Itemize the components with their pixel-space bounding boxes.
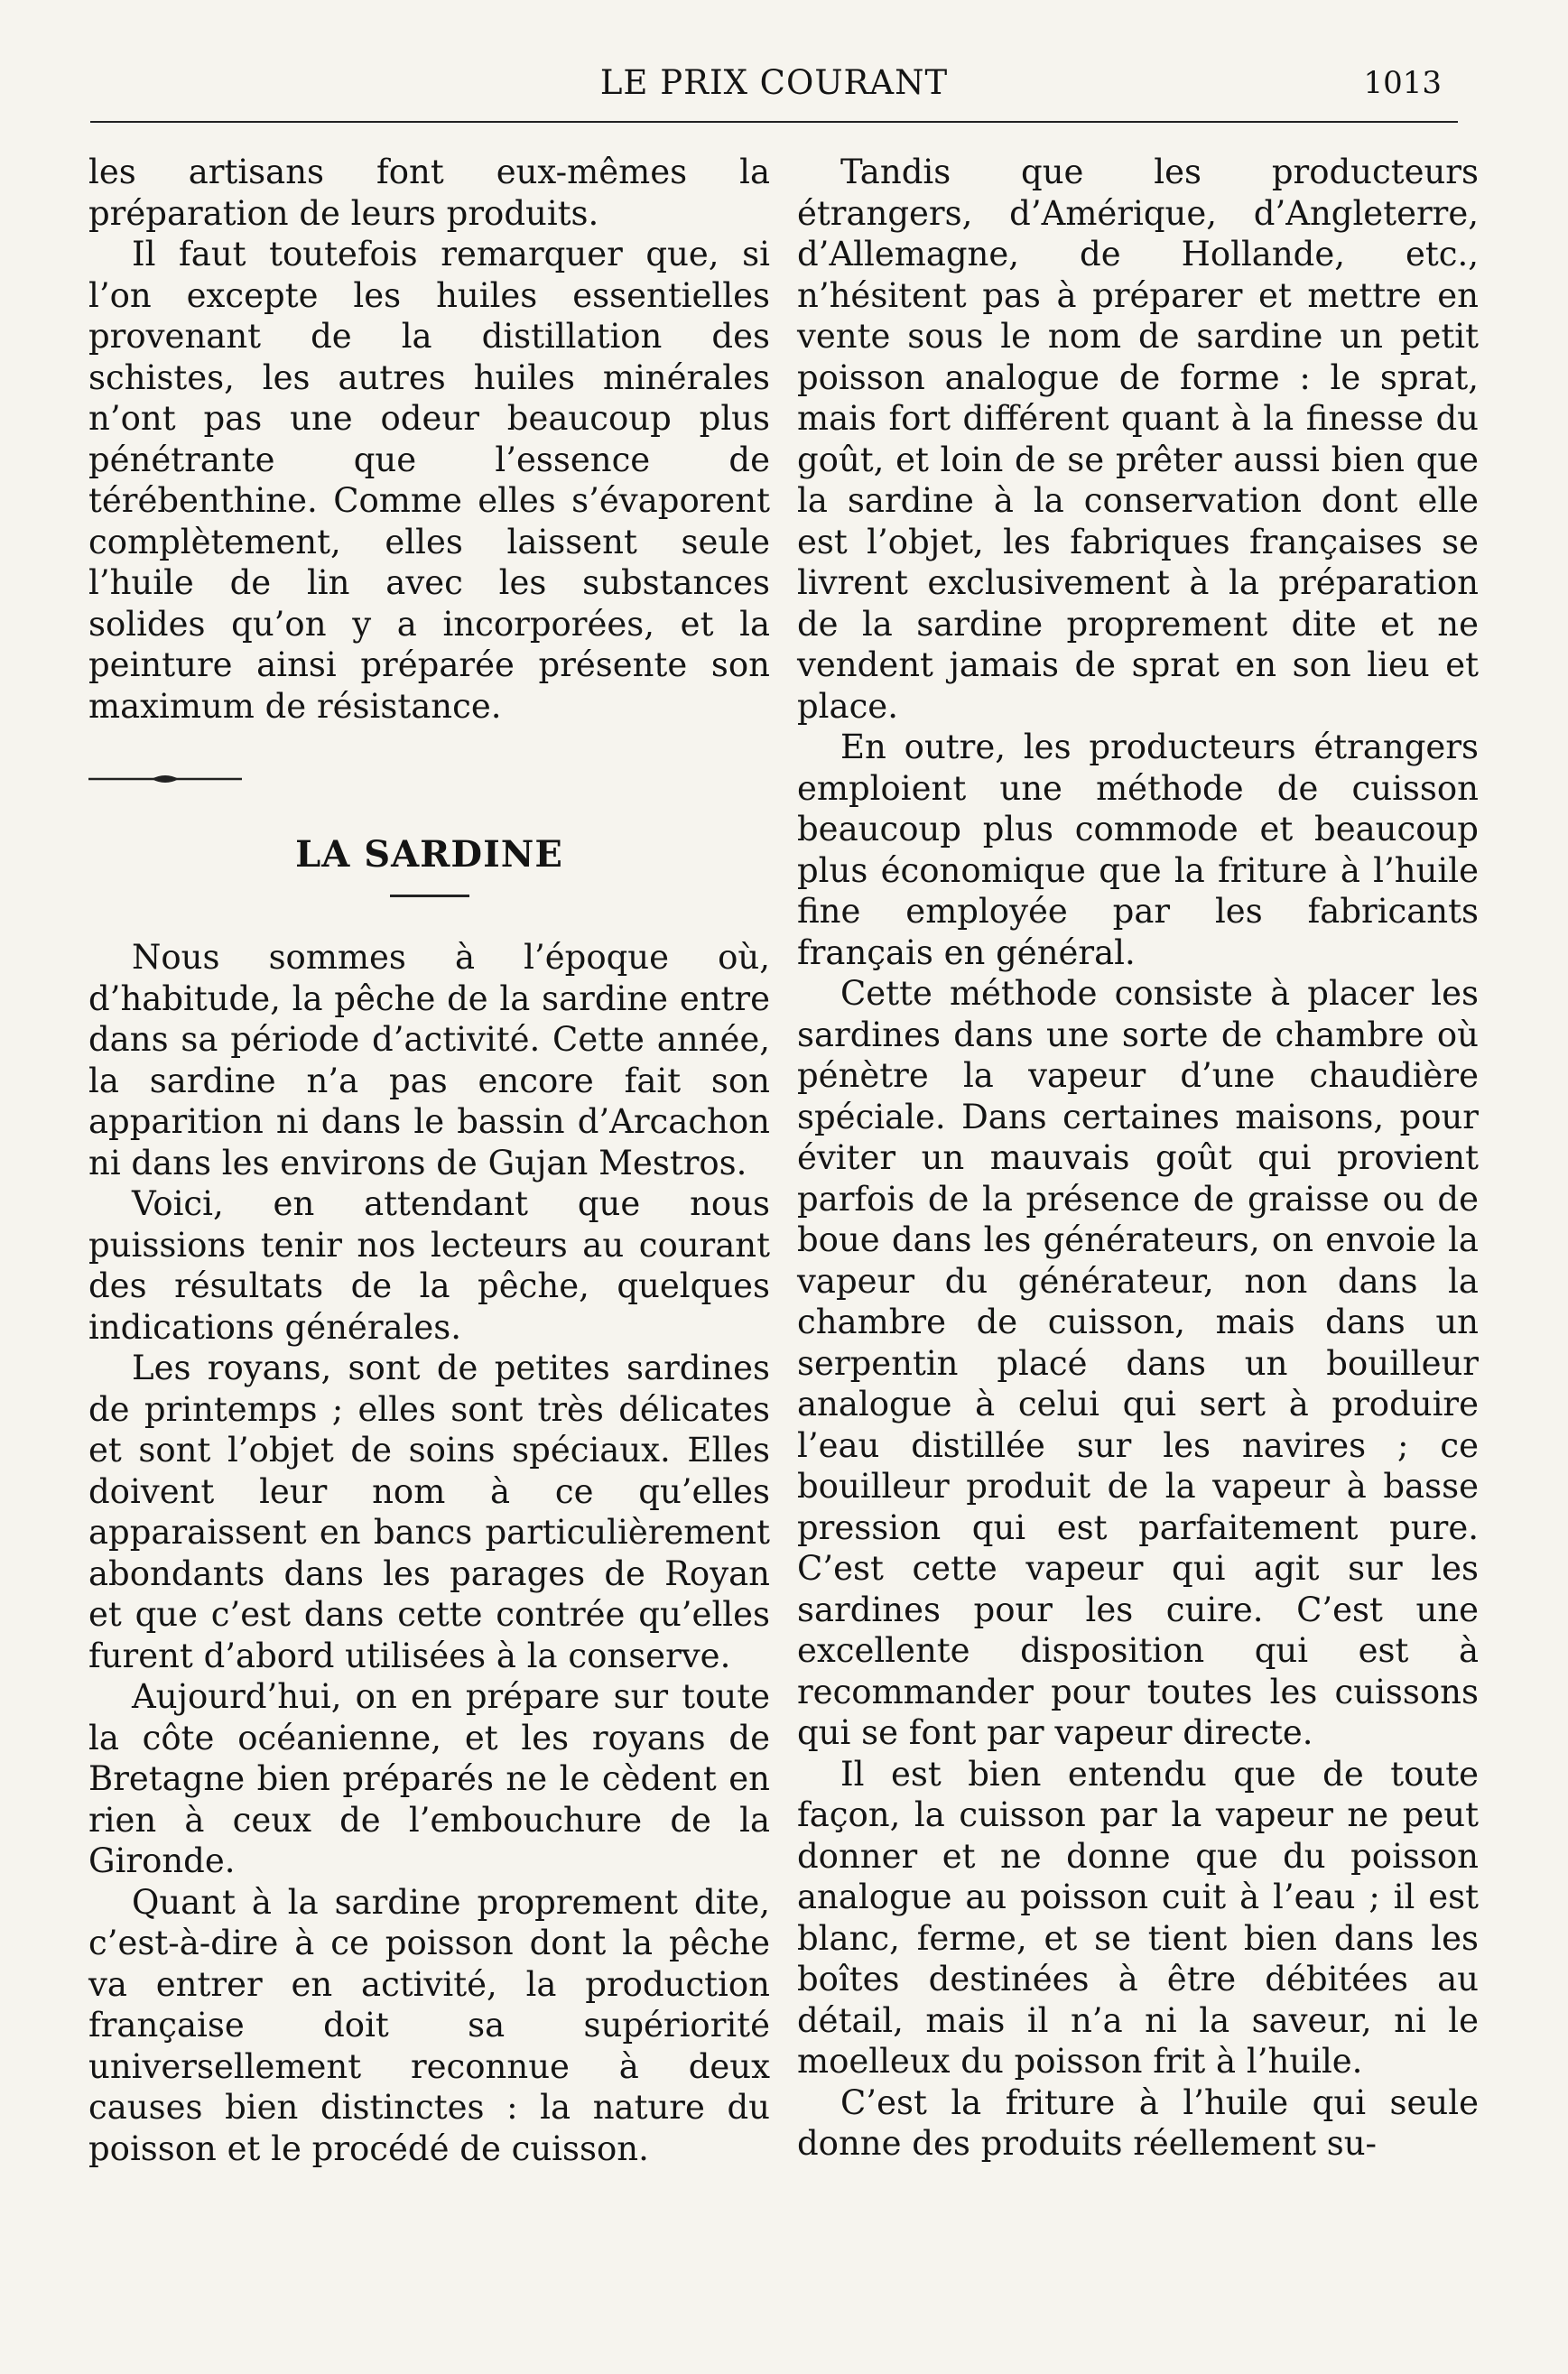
- paragraph: Nous sommes à l’époque où, d’habitude, la pêche de la sardine entre dans sa période d’activité. Cette année, la sardine n’a pas encore fait son apparition ni dans le bassin d’Arcachon ni dans les environs de Gujan Mestros.: [88, 938, 770, 1182]
- header-rule: [90, 121, 1458, 123]
- right-column: [797, 152, 1479, 2165]
- paragraph: Il est bien entendu que de toute façon, la cuisson par la vapeur ne peut donner et ne donne que du poisson analogue au poisson cuit à l’eau ; il est blanc, ferme, et se tient bien dans les boîtes destinées à être débitées au détail, mais il n’a ni la saveur, ni le moelleux du poisson frit à l’huile.: [797, 1754, 1479, 2081]
- paragraph: Les royans, sont de petites sardines de printemps ; elles sont très délicates et sont l’objet de soins spéciaux. Elles doivent leur nom à ce qu’elles apparaissent en bancs particulièrement abondants dans les parages de Royan et que c’est dans cette contrée qu’elles furent d’abord utilisées à la conserve.: [88, 1349, 770, 1675]
- paragraph: En outre, les producteurs étrangers emploient une méthode de cuisson beaucoup plus commode et beaucoup plus économique que la friture à l’huile fine employée par les fabricants français en général.: [797, 728, 1479, 972]
- paragraph: C’est la friture à l’huile qui seule donne des produits réellement su-: [797, 2082, 1479, 2163]
- paragraph: Tandis que les producteurs étrangers, d’Amérique, d’Angleterre, d’Allemagne, de Hollande, etc., n’hésitent pas à préparer et mettre en vente sous le nom de sardine un petit poisson analogue de forme : le sprat, mais fort différent quant à la finesse du goût, et loin de se prêter aussi bien que la sardine à la conservation dont elle est l’objet, les fabriques françaises se livrent exclusivement à la préparation de la sardine proprement dite et ne vendent jamais de sprat en son lieu et place.: [797, 153, 1479, 726]
- page-number: 1013: [1363, 65, 1442, 101]
- paragraph: les artisans font eux-mêmes la préparation de leurs produits.: [88, 153, 770, 233]
- paragraph: Aujourd’hui, on en prépare sur toute la côte océanienne, et les royans de Bretagne bien préparés ne le cèdent en rien à ceux de l’embouchure de la Gironde.: [88, 1677, 770, 1880]
- section-title: LA SARDINE: [295, 832, 563, 876]
- paragraph: Cette méthode consiste à placer les sardines dans une sorte de chambre où pénètre la vapeur d’une chaudière spéciale. Dans certaines maisons, pour éviter un mauvais goût qui provient parfois de la présence de graisse ou de boue dans les générateurs, on envoie la vapeur du générateur, non dans la chambre de cuisson, mais dans un serpentin placé dans un bouilleur analogue à celui qui sert à produire l’eau distillée sur les navires ; ce bouilleur produit de la vapeur à basse pression qui est parfaitement pure. C’est cette vapeur qui agit sur les sardines pour les cuire. C’est une excellente disposition qui est à recommander pour toutes les cuissons qui se font par vapeur directe.: [797, 974, 1479, 1752]
- page-header: [90, 63, 1458, 110]
- title-rule: [390, 895, 469, 897]
- section-ornament-divider: [88, 770, 242, 788]
- paragraph: Voici, en attendant que nous puissions tenir nos lecteurs au courant des résultats de la pêche, quelques indications générales.: [88, 1184, 770, 1347]
- left-column: [88, 152, 770, 2169]
- running-title: LE PRIX COURANT: [599, 63, 949, 102]
- paragraph: Quant à la sardine proprement dite, c’est-à-dire à ce poisson dont la pêche va entrer en activité, la production française doit sa supériorité universellement reconnue à deux causes bien distinctes : la nature du poisson et le procédé de cuisson.: [88, 1882, 770, 2168]
- paragraph: Il faut toutefois remarquer que, si l’on excepte les huiles essentielles provenant de la distillation des schistes, les autres huiles minérales n’ont pas une odeur beaucoup plus pénétrante que l’essence de térébenthine. Comme elles s’évaporent complètement, elles laissent seule l’huile de lin avec les substances solides qu’on y a incorporées, et la peinture ainsi préparée présente son maximum de résistance.: [88, 235, 770, 726]
